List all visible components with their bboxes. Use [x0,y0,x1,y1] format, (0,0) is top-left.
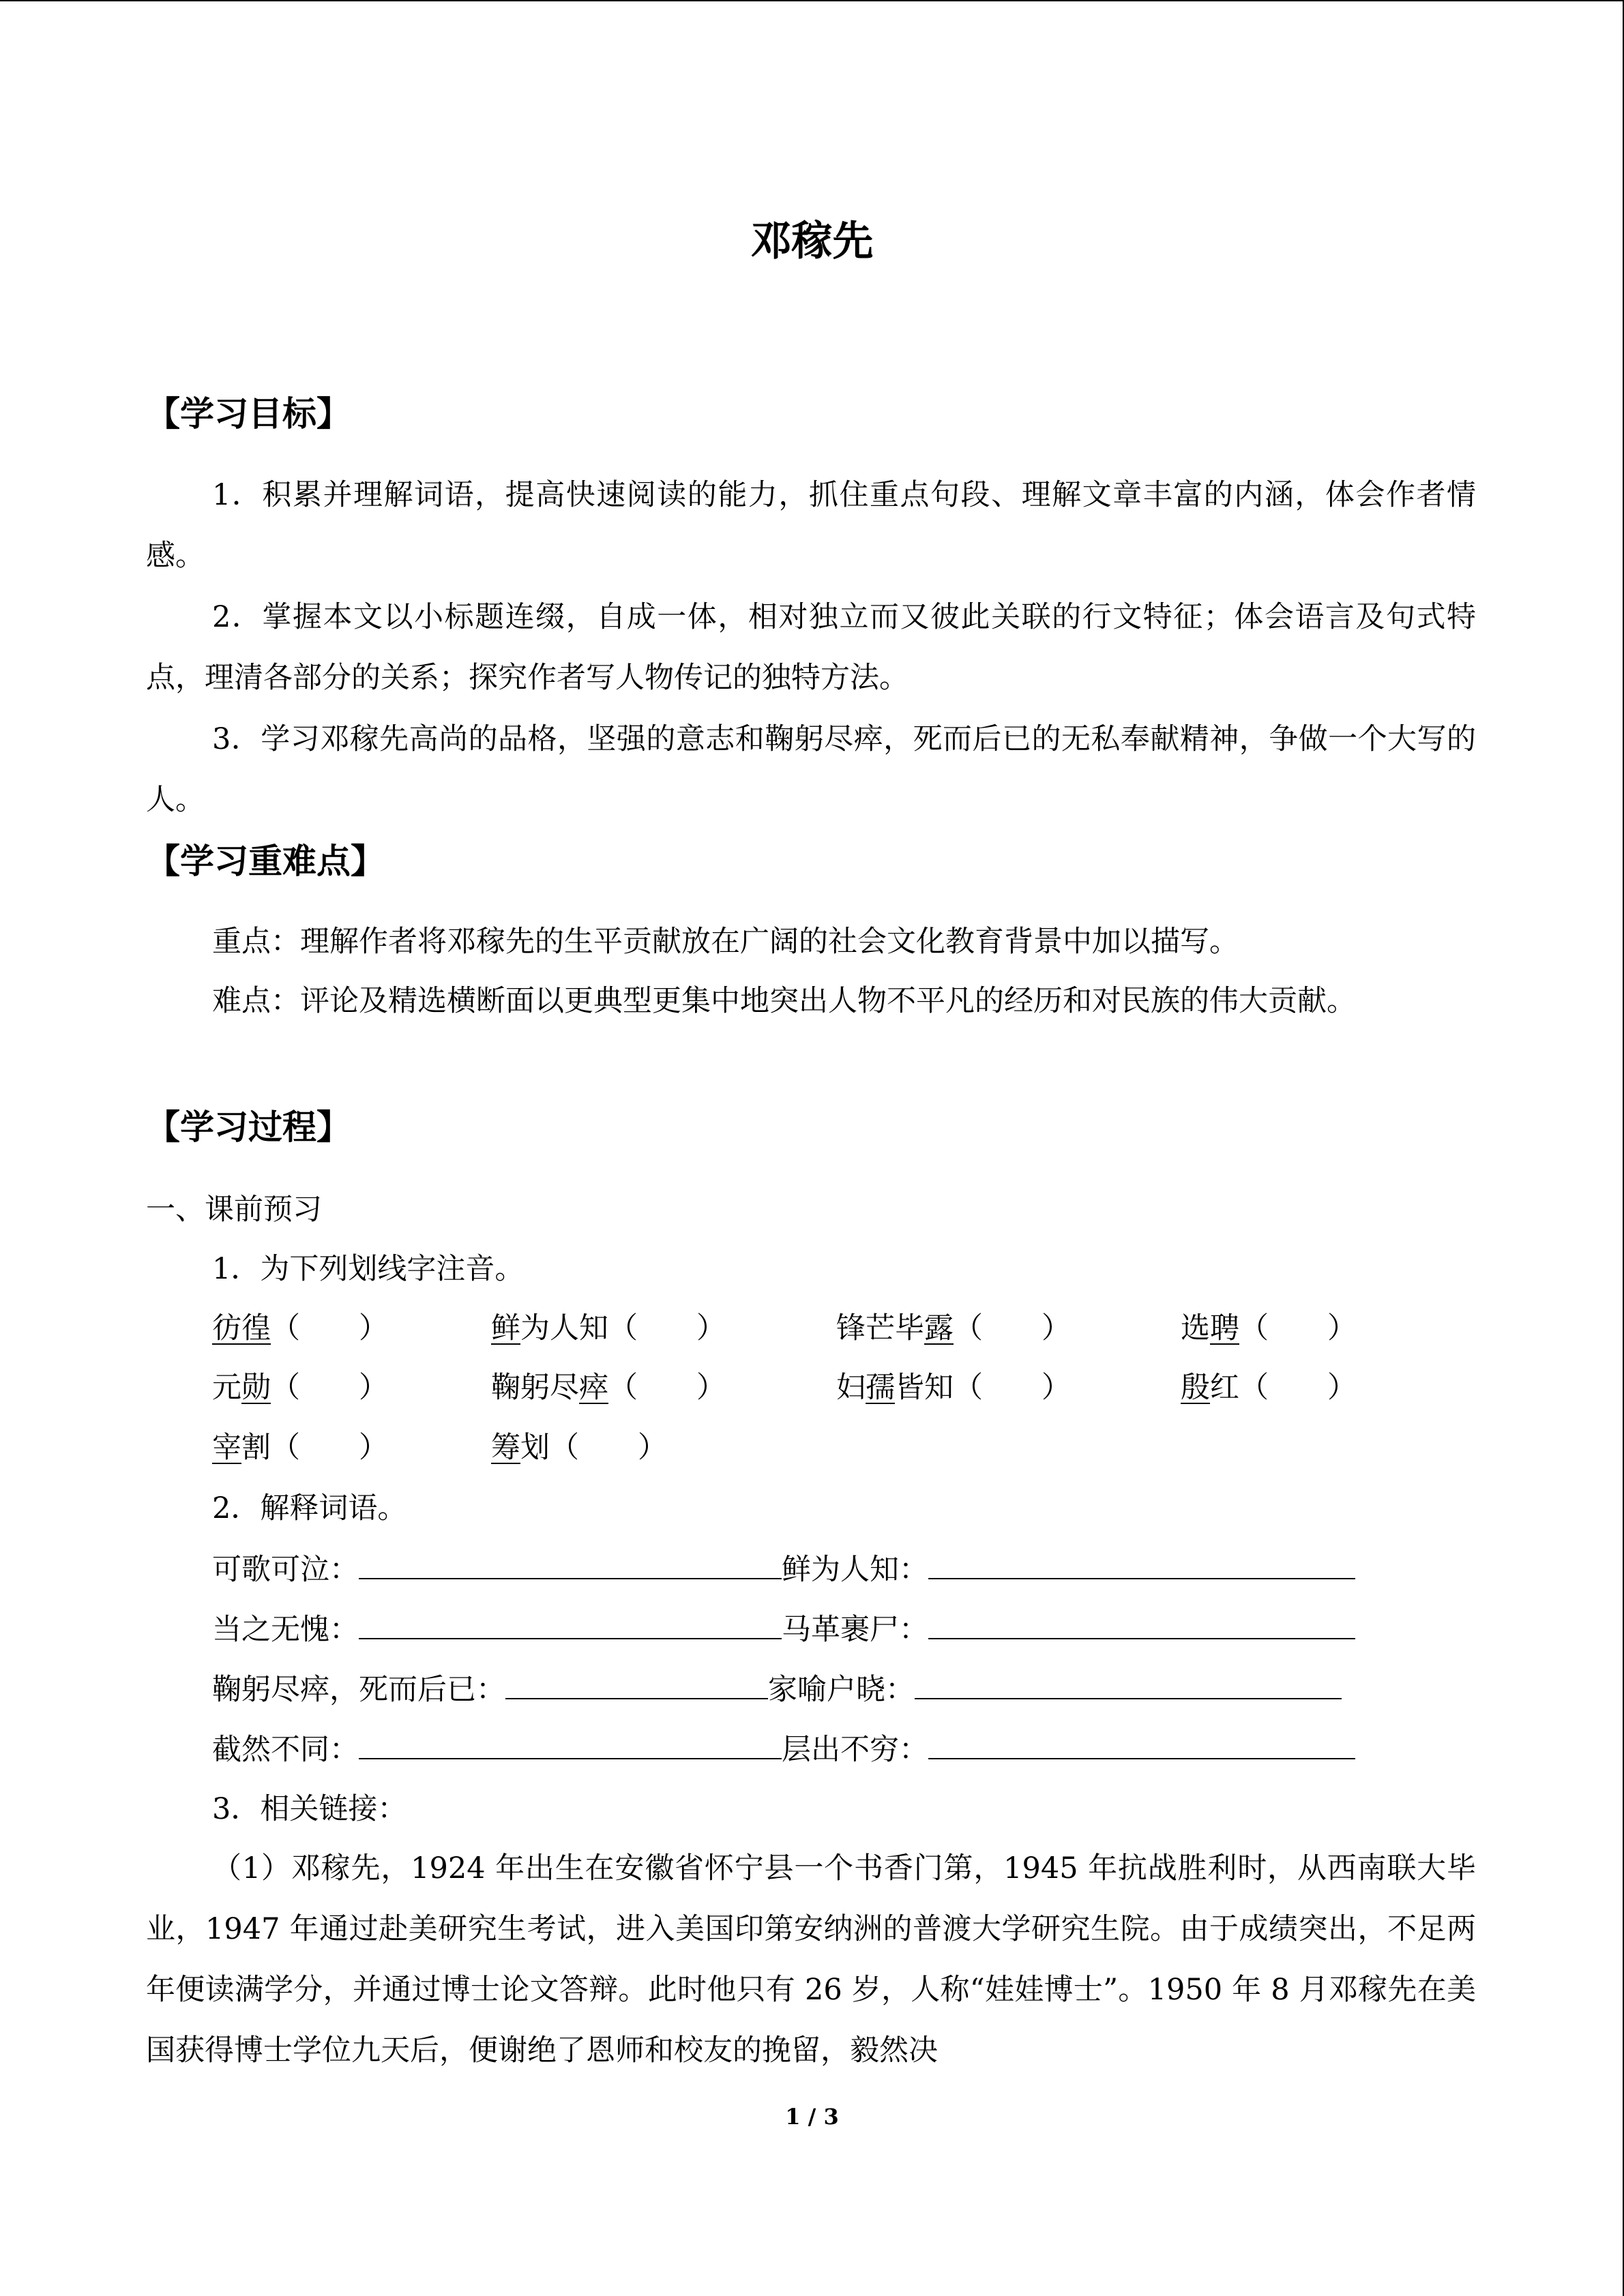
part-preview: 一、课前预习 [146,1193,322,1227]
answer-blank[interactable] [915,1668,1342,1699]
heading-key-points: 【学习重难点】 [146,841,385,881]
vocab-row: 截然不同： 层出不穷： [212,1728,1355,1770]
answer-blank[interactable] [359,1728,782,1759]
heading-process: 【学习过程】 [146,1107,351,1147]
vocab-row: 可歌可泣： 鲜为人知： [212,1548,1355,1590]
answer-blank[interactable] [928,1548,1355,1579]
answer-blank[interactable] [505,1668,768,1699]
question-1-prompt: 1．为下列划线字注音。 [212,1252,525,1286]
pinyin-item: 妇孺皆知（ ） [836,1371,1071,1405]
objective-item-2: 2．掌握本文以小标题连缀，自成一体，相对独立而又彼此关联的行文特征；体会语言及句式特点，理清各部分的关系；探究作者写人物传记的独特方法。 [146,600,1476,695]
vocab-row: 当之无愧： 马革裹尸： [212,1608,1355,1650]
key-point-focus: 重点：理解作者将邓稼先的生平贡献放在广阔的社会文化教育背景中加以描写。 [212,925,1239,959]
answer-blank[interactable] [359,1548,782,1579]
objective-item-3: 3．学习邓稼先高尚的品格，坚强的意志和鞠躬尽瘁，死而后已的无私奉献精神，争做一个大写的人。 [146,722,1476,817]
page-number: 1 / 3 [785,2104,839,2130]
pinyin-item: 宰割（ ） [212,1431,388,1465]
question-2-prompt: 2．解释词语。 [212,1491,407,1525]
pinyin-item: 彷徨（ ） [212,1311,388,1345]
page-title: 邓稼先 [750,218,874,265]
heading-objectives: 【学习目标】 [146,394,351,434]
pinyin-item: 筹划（ ） [491,1431,667,1465]
answer-blank[interactable] [359,1608,782,1639]
answer-blank[interactable] [928,1728,1355,1759]
pinyin-item: 鲜为人知（ ） [491,1311,726,1345]
key-point-difficulty: 难点：评论及精选横断面以更典型更集中地突出人物不平凡的经历和对民族的伟大贡献。 [212,984,1356,1018]
pinyin-item: 选聘（ ） [1181,1311,1357,1345]
question-3-prompt: 3．相关链接： [212,1792,407,1826]
pinyin-item: 鞠躬尽瘁（ ） [491,1371,726,1405]
related-link-text: （1）邓稼先，1924 年出生在安徽省怀宁县一个书香门第，1945 年抗战胜利时，从西南联大毕业，1947 年通过赴美研究生考试，进入美国印第安纳洲的普渡大学研究生院。由于成绩突出，不足两年便读满学分，并通过博士论文答辩。此时他只有 26 岁，人称“娃娃博士”。1950 年 8 月邓稼先在美国获得博士学位九天后，便谢绝了恩师和校友的挽留，毅然决 [146,1851,1476,2068]
pinyin-item: 殷红（ ） [1181,1371,1357,1405]
pinyin-item: 锋芒毕露（ ） [836,1311,1071,1345]
pinyin-item: 元勋（ ） [212,1371,388,1405]
vocab-row: 鞠躬尽瘁，死而后已： 家喻户晓： [212,1668,1342,1710]
answer-blank[interactable] [928,1608,1355,1639]
objective-item-1: 1．积累并理解词语，提高快速阅读的能力，抓住重点句段、理解文章丰富的内涵，体会作者情感。 [146,478,1476,573]
